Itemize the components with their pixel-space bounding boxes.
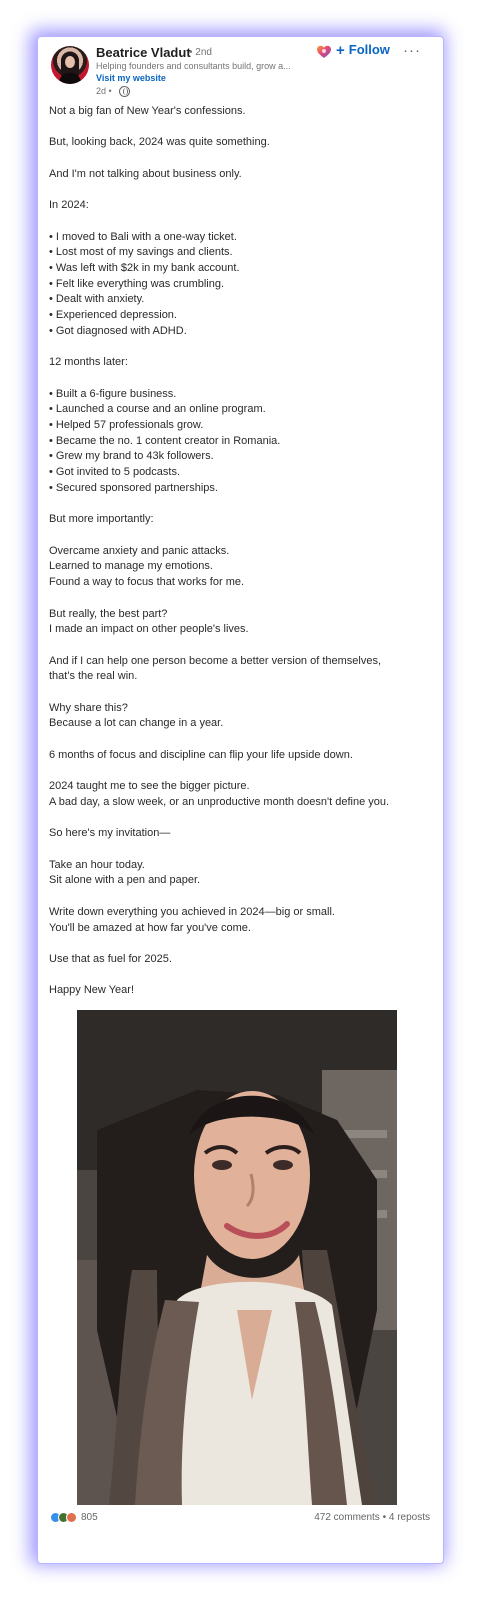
plus-icon: + [336, 42, 345, 59]
avatar-face [65, 56, 75, 68]
portrait-photo [77, 1010, 397, 1505]
reaction-count[interactable]: 805 [81, 1512, 98, 1523]
avatar[interactable] [51, 46, 89, 84]
post-text: Not a big fan of New Year's confessions. But, looking back, 2024 was quite something. And I'm not talking about business only. In 2024: • I moved to Bali with a one-way ticket. • Lost most of my savings and clients. • Was left with $2k in my bank account. • Felt like everything was crumbling. • Dealt with anxiety. • Experienced depression. • Got diagnosed with ADHD. 12 months later: • Built a 6-figure business. • Launched a course and an online program. • Helped 57 professionals grow. • Became the no. 1 content creator in Romania. • Grew my brand to 43k followers. • Got invited to 5 podcasts. • Secured sponsored partnerships. But more importantly: Overcame anxiety and panic attacks. Learned to manage my emotions. Found a way to focus that works for me. But really, the best part? I made an impact on other people's lives. And if I can help one person become a better version of themselves, that's the real win. Why share this? Because a lot can change in a year. 6 months of focus and discipline can flip your life upside down. 2024 taught me to see the bigger picture. A bad day, a slow week, or an unproductive month doesn't define you. So here's my invitation— Take an hour today. Sit alone with a pen and paper. Write down everything you achieved in 2024—big or small. You'll be amazed at how far you've come. Use that as fuel for 2025. Happy New Year! [49, 105, 390, 997]
heart-icon [316, 44, 332, 60]
post-header [38, 37, 443, 103]
post-time: 2d • [96, 86, 112, 96]
comments-reposts-count[interactable]: 472 comments • 4 reposts [314, 1512, 430, 1523]
follow-label: Follow [348, 42, 390, 57]
author-name[interactable]: Beatrice Vladut [96, 45, 191, 60]
follow-button[interactable] [336, 42, 390, 60]
post-photo[interactable] [77, 1010, 397, 1505]
globe-icon [119, 86, 130, 97]
more-options-icon[interactable]: ··· [403, 42, 421, 59]
website-link[interactable]: Visit my website [96, 73, 166, 83]
post-card [38, 37, 443, 1563]
avatar-shirt [59, 73, 81, 84]
love-reaction-icon[interactable] [66, 1512, 77, 1523]
connection-degree: • 2nd [189, 47, 212, 58]
post-footer [38, 1507, 443, 1531]
author-tagline[interactable]: Helping founders and consultants build, grow a... [96, 61, 291, 71]
